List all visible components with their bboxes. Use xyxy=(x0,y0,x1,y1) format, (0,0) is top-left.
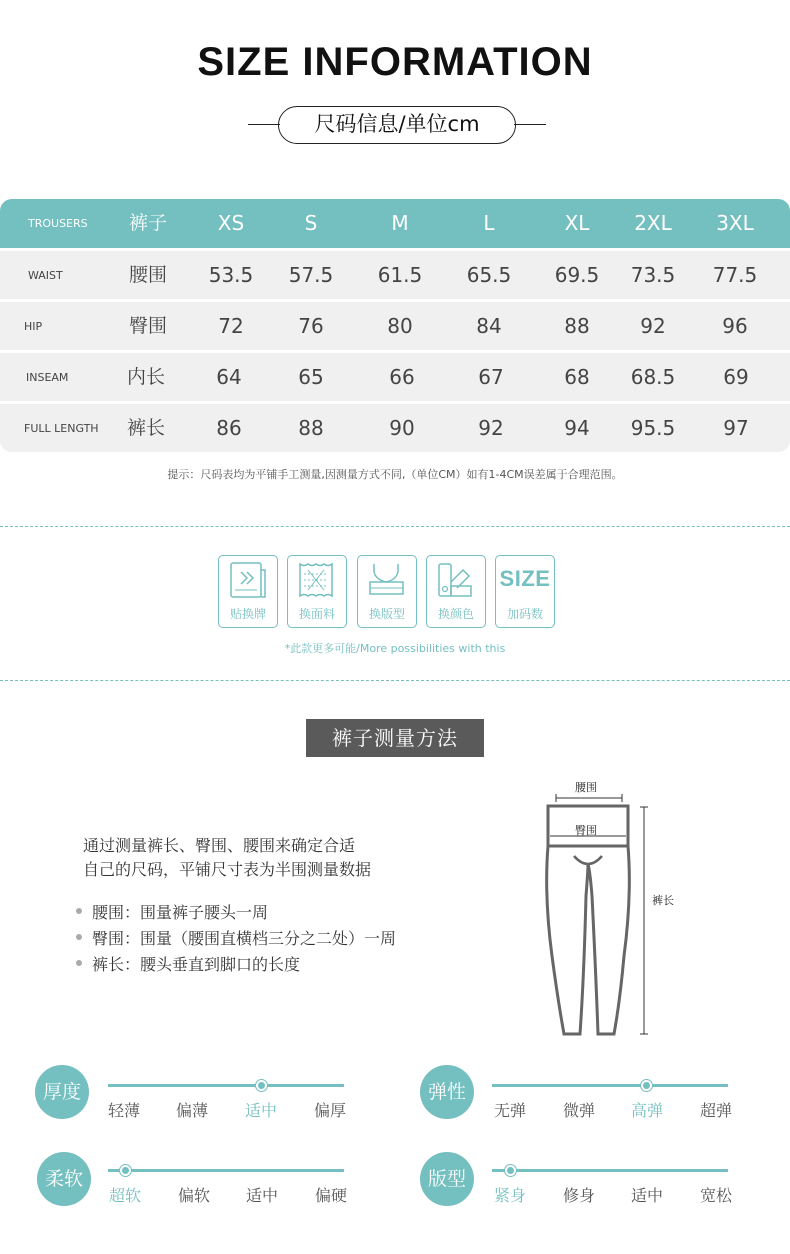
table-row xyxy=(0,350,790,402)
size-add-icon: SIZE xyxy=(499,566,551,591)
table-cell: 92 xyxy=(478,416,504,440)
table-cell: 84 xyxy=(476,314,502,338)
table-cell: 53.5 xyxy=(208,263,254,287)
table-cell: 77.5 xyxy=(712,263,758,287)
table-cell: 90 xyxy=(389,416,415,440)
diagram-label-hip: 臀围 xyxy=(575,824,597,837)
bullet-dot xyxy=(76,908,82,914)
color-swap-icon xyxy=(433,560,478,600)
table-cell: 96 xyxy=(722,314,748,338)
service-cut-swap xyxy=(357,555,417,628)
diagram-label-length: 裤长 xyxy=(652,894,674,907)
table-cell: 95.5 xyxy=(630,416,676,440)
table-cell: 80 xyxy=(387,314,413,338)
service-color-swap xyxy=(426,555,486,628)
table-cell: 73.5 xyxy=(630,263,676,287)
header-en-label: TROUSERS xyxy=(28,217,88,230)
service-label: 贴换牌 xyxy=(229,607,266,621)
service-label: 换面料 xyxy=(298,607,335,621)
services-note: *此款更多可能/More possibilities with this xyxy=(284,642,506,655)
table-cell: 97 xyxy=(723,416,749,440)
service-label: 加码数 xyxy=(506,607,543,621)
measurement-heading: 裤子测量方法 xyxy=(306,719,484,757)
page-title: SIZE INFORMATION xyxy=(197,40,593,84)
table-row xyxy=(0,299,790,351)
dashed-divider xyxy=(0,526,790,527)
attr-option: 修身 xyxy=(563,1186,596,1205)
table-cell: 94 xyxy=(564,416,590,440)
row-en-label: HIP xyxy=(24,320,43,333)
service-tag-swap xyxy=(218,555,278,628)
attr-option: 偏厚 xyxy=(314,1101,347,1120)
service-label: 换颜色 xyxy=(437,607,474,621)
row-en-label: FULL LENGTH xyxy=(24,422,99,435)
attr-option-selected: 超软 xyxy=(109,1186,142,1205)
table-cell: 69.5 xyxy=(554,263,600,287)
attr-elasticity-knob xyxy=(641,1080,652,1091)
measurement-intro-line: 自己的尺码，平铺尺寸表为半围测量数据 xyxy=(83,860,372,879)
attr-option: 偏硬 xyxy=(315,1186,348,1205)
attr-option: 偏薄 xyxy=(176,1101,209,1120)
attr-elasticity-badge: 弹性 xyxy=(420,1065,474,1119)
subtitle-text: 尺码信息/单位cm xyxy=(278,106,516,144)
table-cell: 88 xyxy=(298,416,324,440)
table-row xyxy=(0,401,790,452)
fabric-swap-icon xyxy=(294,560,339,600)
diagram-label-waist: 腰围 xyxy=(575,781,597,794)
attr-option-selected: 紧身 xyxy=(494,1186,527,1205)
attr-softness-track xyxy=(108,1169,344,1172)
row-en-label: INSEAM xyxy=(26,371,69,384)
size-header: 2XL xyxy=(634,211,672,235)
table-cell: 72 xyxy=(218,314,244,338)
subtitle-rule-right xyxy=(514,124,546,125)
table-cell: 76 xyxy=(298,314,324,338)
size-header: L xyxy=(483,211,495,235)
attr-softness-badge: 柔软 xyxy=(37,1152,91,1206)
dashed-divider xyxy=(0,680,790,681)
table-header-row xyxy=(0,199,790,248)
attr-option-selected: 适中 xyxy=(245,1101,278,1120)
table-cell: 68.5 xyxy=(630,365,676,389)
pants-diagram xyxy=(540,776,680,1044)
row-cn-label: 裤长 xyxy=(126,417,165,439)
table-row xyxy=(0,248,790,300)
table-cell: 66 xyxy=(389,365,415,389)
header-cn-label: 裤子 xyxy=(128,212,167,234)
tag-swap-icon xyxy=(225,560,270,600)
attr-option: 偏软 xyxy=(178,1186,211,1205)
table-cell: 69 xyxy=(723,365,749,389)
table-cell: 92 xyxy=(640,314,666,338)
attr-thickness-knob xyxy=(256,1080,267,1091)
service-label: 换版型 xyxy=(368,607,405,621)
attr-softness-knob xyxy=(120,1165,131,1176)
bullet-dot xyxy=(76,960,82,966)
table-cell: 68 xyxy=(564,365,590,389)
attr-option: 宽松 xyxy=(700,1186,733,1205)
attr-option-selected: 高弹 xyxy=(631,1101,664,1120)
measurement-intro-line: 通过测量裤长、臀围、腰围来确定合适 xyxy=(83,836,356,855)
attr-option: 适中 xyxy=(631,1186,664,1205)
table-cell: 86 xyxy=(216,416,242,440)
row-cn-label: 腰围 xyxy=(128,264,167,286)
size-header: XL xyxy=(564,211,590,235)
size-table xyxy=(0,199,790,452)
attr-fit-knob xyxy=(505,1165,516,1176)
attr-elasticity-track xyxy=(492,1084,728,1087)
size-header: 3XL xyxy=(716,211,754,235)
attr-option: 无弹 xyxy=(494,1101,527,1120)
table-cell: 57.5 xyxy=(288,263,334,287)
size-header: M xyxy=(391,211,409,235)
size-header: S xyxy=(304,211,318,235)
attr-thickness-track xyxy=(108,1084,344,1087)
attr-thickness-badge: 厚度 xyxy=(35,1065,89,1119)
size-note: 提示：尺码表均为平铺手工测量,因测量方式不同,（单位CM）如有1-4CM误差属于合理范围。 xyxy=(167,468,623,481)
row-cn-label: 内长 xyxy=(126,366,165,388)
cut-swap-icon xyxy=(364,560,409,600)
subtitle-rule-left xyxy=(248,124,280,125)
table-cell: 61.5 xyxy=(377,263,423,287)
attr-option: 轻薄 xyxy=(108,1101,141,1120)
attr-fit-badge: 版型 xyxy=(420,1152,474,1206)
table-cell: 65 xyxy=(298,365,324,389)
attr-option: 微弹 xyxy=(563,1101,596,1120)
table-cell: 64 xyxy=(216,365,242,389)
bullet-dot xyxy=(76,934,82,940)
subtitle-badge xyxy=(248,106,546,144)
row-cn-label: 臀围 xyxy=(128,315,167,337)
table-cell: 88 xyxy=(564,314,590,338)
attr-option: 适中 xyxy=(246,1186,279,1205)
table-cell: 67 xyxy=(478,365,504,389)
attr-fit-track xyxy=(492,1169,728,1172)
size-header: XS xyxy=(217,211,245,235)
row-en-label: WAIST xyxy=(28,269,63,282)
table-cell: 65.5 xyxy=(466,263,512,287)
service-size-add xyxy=(495,555,555,628)
attr-option: 超弹 xyxy=(700,1101,733,1120)
service-fabric-swap xyxy=(287,555,347,628)
